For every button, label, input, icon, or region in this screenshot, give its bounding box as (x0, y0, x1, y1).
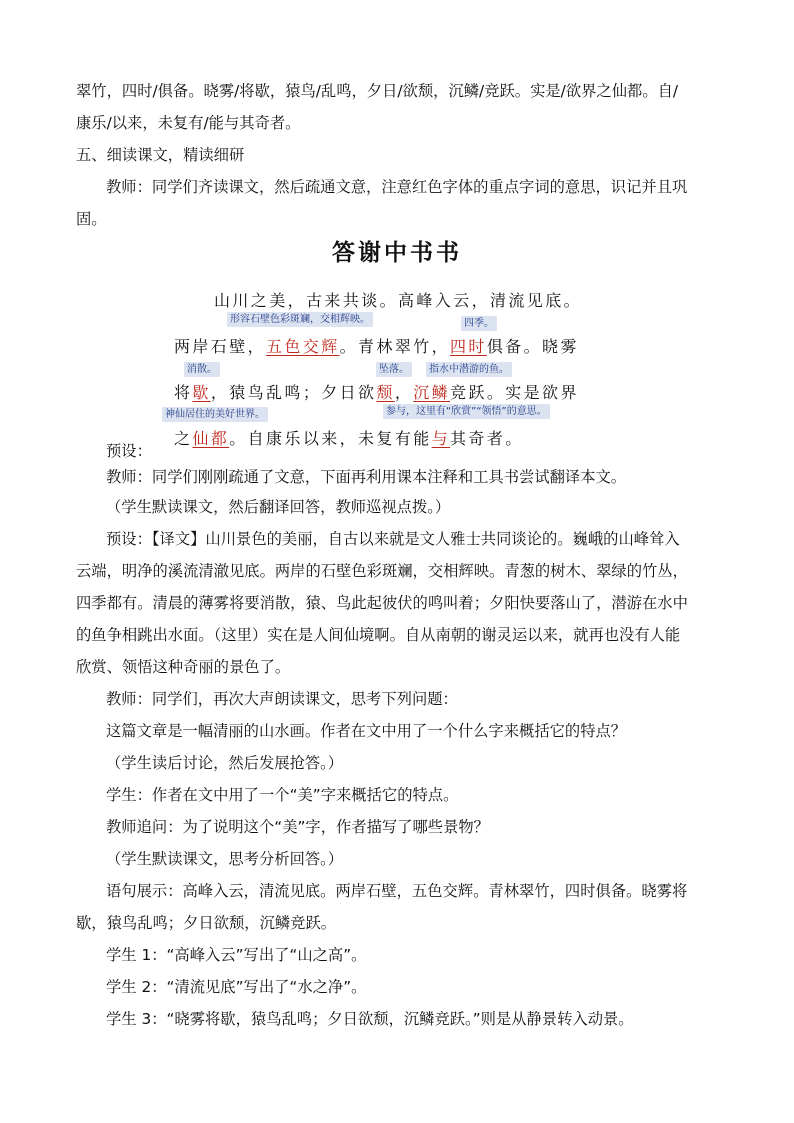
annotation-note: 坠落。 (376, 362, 412, 377)
teacher-line: 固。 (76, 210, 107, 228)
text-title: 答谢中书书 (332, 239, 462, 266)
translation-line: 欣赏、领悟这种奇丽的景色了。 (76, 658, 291, 676)
annotation-note: 指水中潜游的鱼。 (426, 362, 512, 377)
keyword: 仙都 (192, 429, 230, 448)
annotation-note: 形容石壁色彩斑斓，交相辉映。 (227, 312, 373, 327)
section-heading: 五、细读课文，精读细研 (76, 146, 245, 164)
poem-text: 。自康乐以来，未复有能 (229, 429, 432, 448)
poem-line (174, 380, 579, 403)
student-note: （学生读后讨论，然后发展抢答。） (106, 754, 344, 772)
poem-text: ，猿鸟乱鸣；夕日欲 (210, 383, 377, 402)
annotation-note: 消散。 (184, 362, 220, 377)
question-line: 这篇文章是一幅清丽的山水画。作者在文中用了一个什么字来概括它的特点？ (106, 722, 627, 740)
poem-text: 。青林翠竹， (339, 337, 451, 356)
poem-text: 山川之美，古来共谈。高峰入云，清流见底。 (214, 291, 583, 310)
keyword: 沉鳞 (413, 383, 451, 402)
keyword: 歇 (192, 383, 211, 402)
annotation-note: 参与，这里有“欣赏”“领悟”的意思。 (383, 404, 550, 419)
poem-text: 其奇者。 (450, 429, 524, 448)
poem-text: 竞跃。实是欲界 (450, 383, 579, 402)
translation-line: 预设：【译文】山川景色的美丽，自古以来就是文人雅士共同谈论的。巍峨的山峰耸入 (106, 530, 680, 548)
teacher-line: 教师：同学们齐读课文，然后疏通文意，注意红色字体的重点字词的意思，识记并且巩 (106, 178, 688, 196)
teacher-line: 教师：同学们，再次大声朗读课文，思考下列问题： (106, 690, 458, 708)
paragraph-line: 康乐/以来，未复有/能与其奇者。 (76, 114, 301, 132)
paragraph-line: 翠竹，四时/俱备。晓雾/将歇，猿鸟/乱鸣，夕日/欲颓，沉鳞/竞跃。实是/欲界之仙都。自/ (76, 82, 679, 100)
poem-text: 将 (174, 383, 193, 402)
poem-text: 俱备。晓雾 (486, 337, 579, 356)
translation-line: 的鱼争相跳出水面。（这里）实在是人间仙境啊。自从南朝的谢灵运以来，就再也没有人能 (76, 626, 681, 644)
sentence-display-line: 语句展示：高峰入云，清流见底。两岸石壁，五色交辉。青林翠竹，四时俱备。晓雾将 (106, 882, 688, 900)
poem-text: 之 (174, 429, 193, 448)
annotation-note: 神仙居住的美好世界。 (162, 407, 268, 422)
keyword: 五色交辉 (266, 337, 340, 356)
poem-line (214, 288, 582, 311)
annotation-note: 四季。 (461, 316, 497, 331)
student-note: （学生默读课文，思考分析回答。） (106, 850, 344, 868)
preset-label: 预设： (106, 442, 152, 460)
translation-line: 云端，明净的溪流清澈见底。两岸的石壁色彩斑斓，交相辉映。青葱的树木、翠绿的竹丛， (76, 562, 688, 580)
keyword: 与 (431, 429, 451, 448)
student-answer: 学生 3：“晓雾将歇，猿鸟乱鸣；夕日欲颓，沉鳞竞跃。”则是从静景转入动景。 (106, 1010, 634, 1028)
keyword: 颓 (376, 383, 395, 402)
translation-line: 四季都有。清晨的薄雾将要消散，猿、鸟此起彼伏的鸣叫着；夕阳快要落山了，潜游在水中 (76, 594, 688, 612)
teacher-line: 教师追问：为了说明这个“美”字，作者描写了哪些景物？ (106, 818, 489, 836)
poem-text: 两岸石壁， (174, 337, 267, 356)
student-answer: 学生 2：“清流见底”写出了“水之净”。 (106, 978, 367, 996)
poem-line (174, 334, 579, 357)
poem-text: ， (394, 383, 414, 402)
sentence-display-line: 歇，猿鸟乱鸣；夕日欲颓，沉鳞竞跃。 (76, 914, 337, 932)
student-line: 学生：作者在文中用了一个“美”字来概括它的特点。 (106, 786, 459, 804)
student-note: （学生默读课文，然后翻译回答，教师巡视点拨。） (106, 498, 451, 516)
keyword: 四时 (450, 337, 487, 356)
student-answer: 学生 1：“高峰入云”写出了“山之高”。 (106, 946, 367, 964)
teacher-line: 教师：同学们刚刚疏通了文意，下面再利用课本注释和工具书尝试翻译本文。 (106, 468, 627, 486)
